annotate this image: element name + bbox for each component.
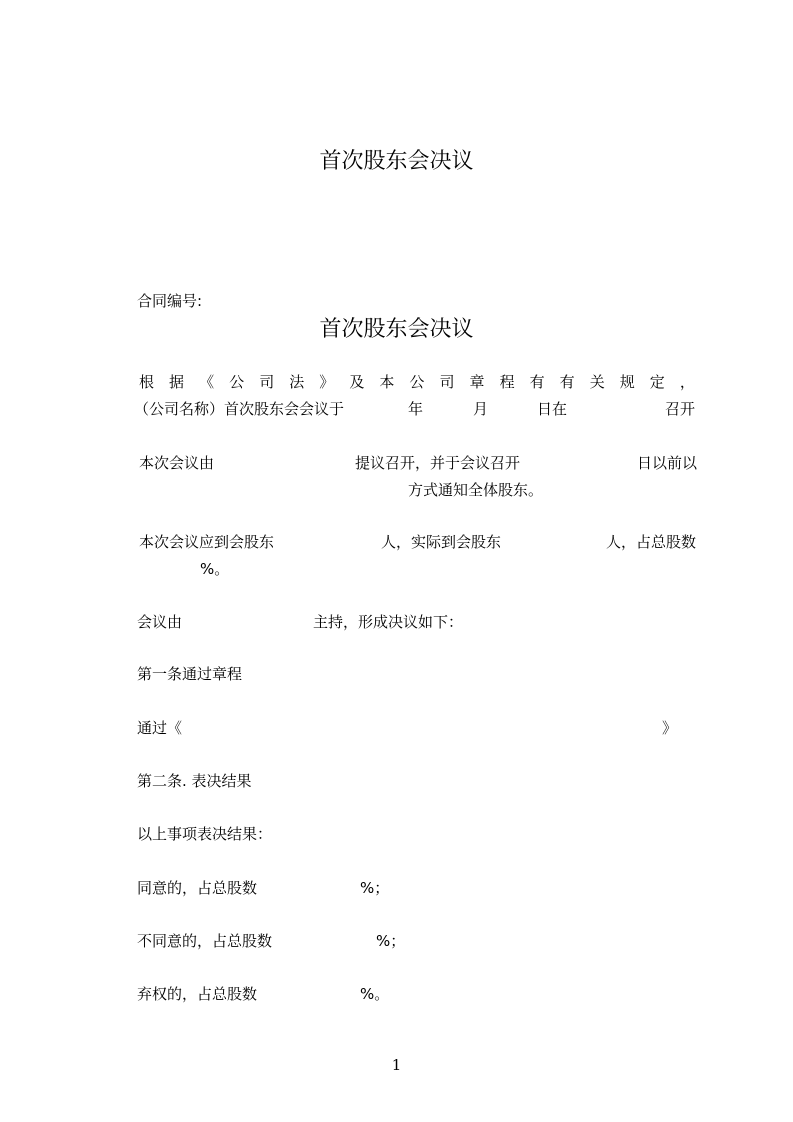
paragraph-1-month: 月 (473, 400, 489, 418)
char: 及 (349, 373, 365, 391)
char: 有 (529, 373, 545, 391)
paragraph-2-convene: 提议召开，并于会议召开 (355, 454, 521, 472)
paragraph-4-chair: 会议由 (137, 613, 183, 631)
char: ， (679, 373, 695, 391)
char: 关 (589, 373, 605, 391)
char: 法 (289, 373, 305, 391)
paragraph-1-convene: 召开 (665, 400, 696, 418)
paragraph-4-resolution: 主持，形成决议如下： (313, 613, 464, 631)
paragraph-2-days-before: 日以前以 (637, 454, 698, 472)
vote-disagree-percent: %； (376, 932, 406, 950)
article-2-heading: 第二条. 表决结果 (137, 772, 252, 790)
char: 》 (319, 373, 335, 391)
char: 据 (169, 373, 185, 391)
char: 章 (469, 373, 485, 391)
paragraph-3-actual: 人，实际到会股东 (381, 533, 502, 551)
article-2-intro: 以上事项表决结果： (137, 825, 273, 843)
char: 公 (229, 373, 245, 391)
char: 规 (619, 373, 635, 391)
paragraph-3-percent: %。 (200, 560, 230, 578)
char: 定 (649, 373, 665, 391)
paragraph-2-notice-method: 方式通知全体股东。 (408, 481, 544, 499)
vote-abstain-label: 弃权的，占总股数 (137, 985, 258, 1003)
char: 本 (379, 373, 395, 391)
char: 司 (259, 373, 275, 391)
char: 司 (439, 373, 455, 391)
page-header-title: 首次股东会决议 (319, 149, 474, 174)
paragraph-1-day: 日在 (537, 400, 568, 418)
char: 有 (559, 373, 575, 391)
article-1-pass-open: 通过《 (137, 719, 183, 737)
document-title: 首次股东会决议 (319, 317, 474, 342)
vote-agree-label: 同意的，占总股数 (137, 879, 258, 897)
paragraph-3-expected: 本次会议应到会股东 (139, 533, 275, 551)
page-number: 1 (391, 1056, 402, 1074)
article-1-pass-close: 》 (662, 719, 678, 737)
char: 《 (199, 373, 215, 391)
paragraph-1-line-1 (139, 373, 695, 391)
paragraph-2-proposer: 本次会议由 (139, 454, 215, 472)
char: 公 (409, 373, 425, 391)
char: 根 (139, 373, 155, 391)
paragraph-3-share-ratio: 人，占总股数 (606, 533, 697, 551)
vote-disagree-label: 不同意的，占总股数 (137, 932, 273, 950)
char: 程 (499, 373, 515, 391)
vote-agree-percent: %； (360, 879, 390, 897)
article-1-heading: 第一条通过章程 (137, 665, 243, 683)
contract-number-label: 合同编号: (137, 292, 203, 310)
vote-abstain-percent: %。 (360, 985, 390, 1003)
paragraph-1-year: 年 (408, 400, 424, 418)
paragraph-1-company-meeting: （公司名称）首次股东会会议于 (134, 400, 345, 418)
